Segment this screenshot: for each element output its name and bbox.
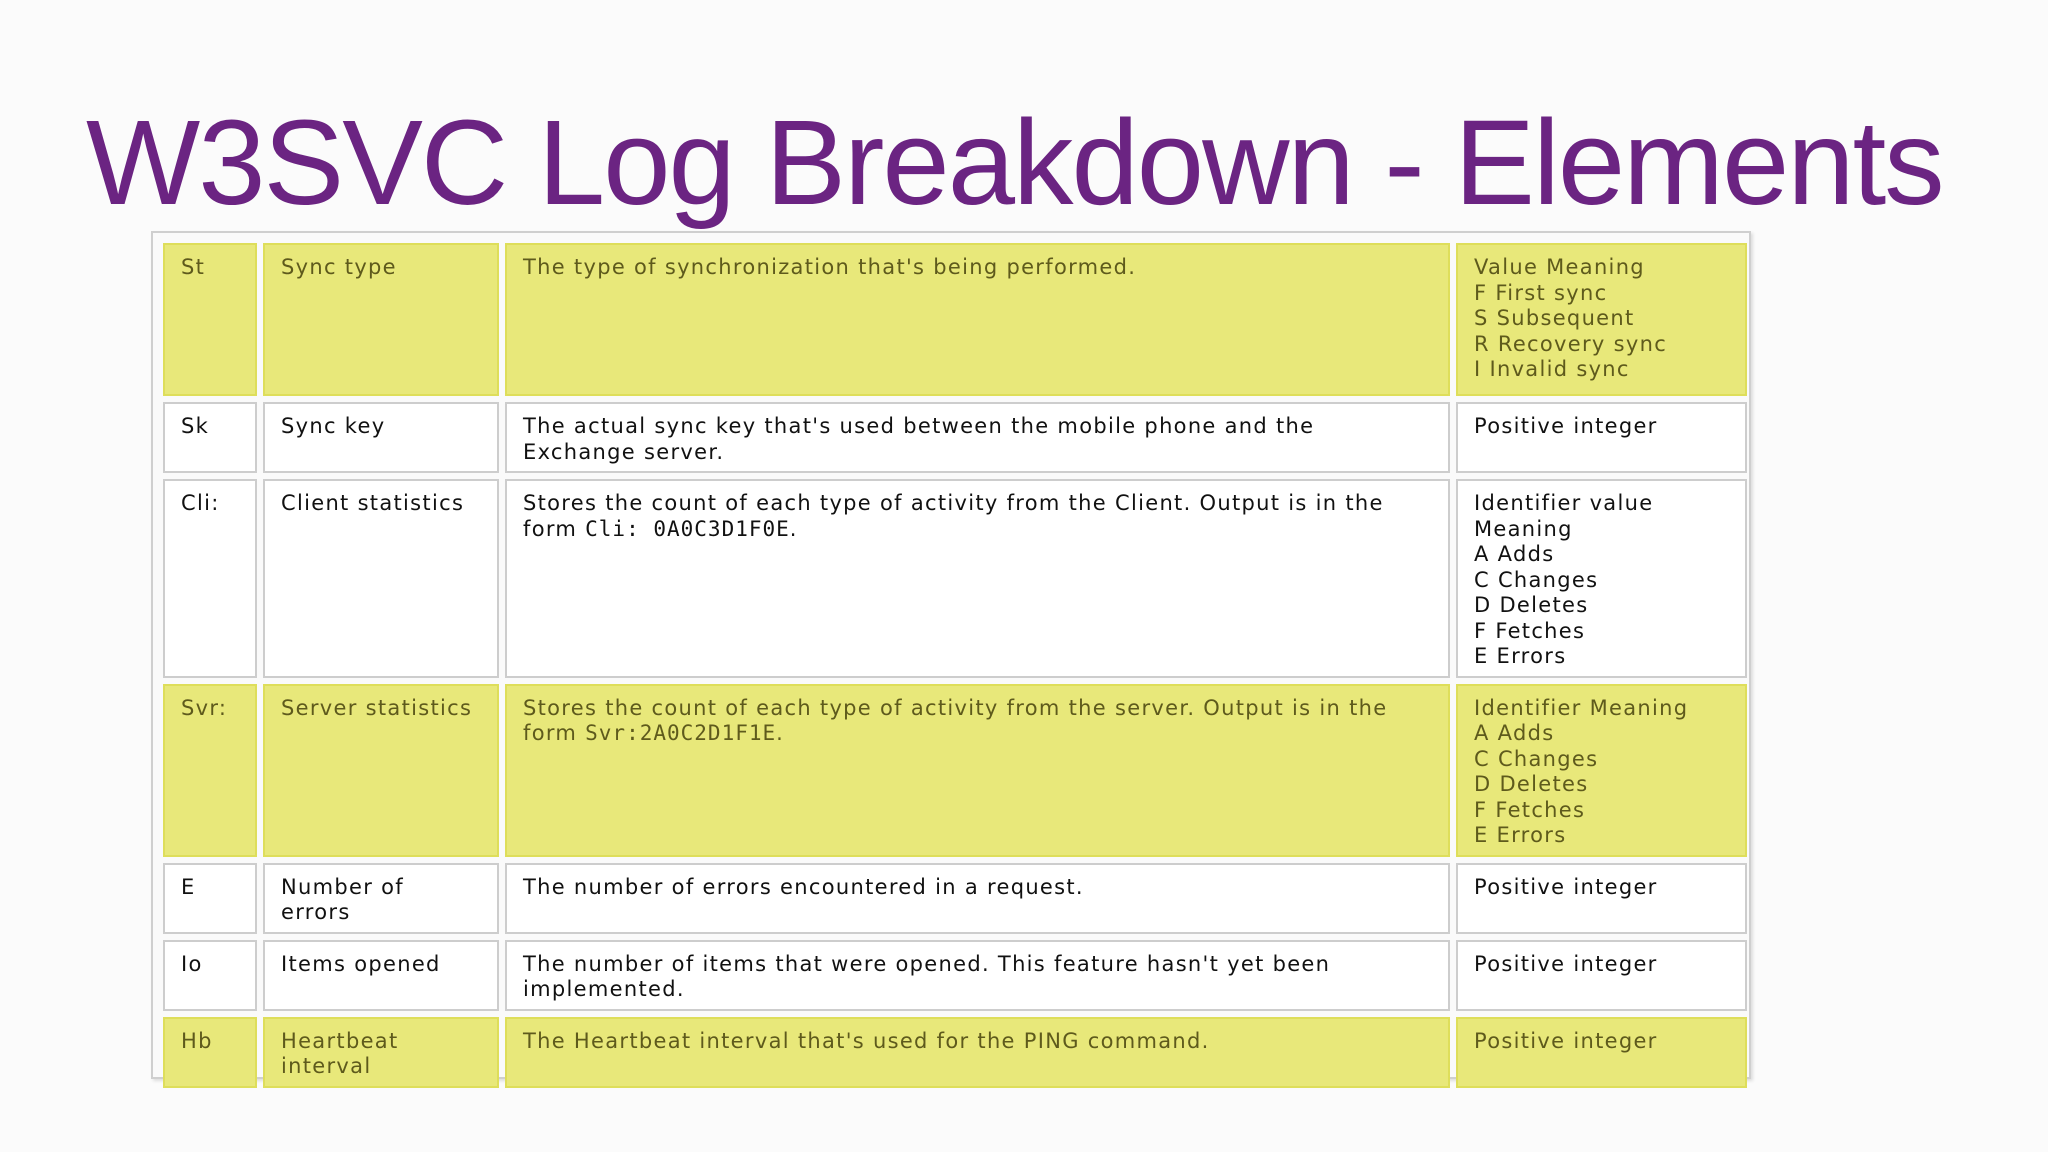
field-name-cell: Items opened bbox=[263, 940, 499, 1011]
field-description-cell bbox=[505, 479, 1450, 678]
field-values-cell bbox=[1456, 684, 1747, 857]
field-description-cell bbox=[505, 684, 1450, 857]
field-code-cell: Hb bbox=[163, 1017, 257, 1088]
field-values-cell bbox=[1456, 402, 1747, 473]
field-code-cell: Cli: bbox=[163, 479, 257, 678]
field-description-cell: The type of synchronization that's being performed. bbox=[505, 243, 1450, 396]
value-line: S Subsequent bbox=[1474, 306, 1635, 330]
elements-table-frame bbox=[151, 231, 1751, 1079]
elements-table bbox=[157, 237, 1753, 1094]
field-code-cell: St bbox=[163, 243, 257, 396]
slide-title: W3SVC Log Breakdown - Elements bbox=[86, 94, 1943, 230]
table-row bbox=[163, 684, 1747, 857]
field-name-cell: Server statistics bbox=[263, 684, 499, 857]
field-values-cell bbox=[1456, 1017, 1747, 1088]
field-description-cell: The number of errors encountered in a request. bbox=[505, 863, 1450, 934]
field-code-cell: E bbox=[163, 863, 257, 934]
field-values-cell bbox=[1456, 243, 1747, 396]
description-suffix: . bbox=[776, 721, 785, 745]
table-row bbox=[163, 402, 1747, 473]
value-line: D Deletes bbox=[1474, 593, 1589, 617]
output-format-code: Svr:2A0C2D1F1E bbox=[585, 721, 777, 745]
field-description-cell: The number of items that were opened. This feature hasn't yet been implemented. bbox=[505, 940, 1450, 1011]
field-values-cell bbox=[1456, 940, 1747, 1011]
table-row bbox=[163, 479, 1747, 678]
value-line: Meaning bbox=[1474, 516, 1573, 541]
value-line: D Deletes bbox=[1474, 772, 1589, 796]
value-line: A Adds bbox=[1474, 721, 1555, 745]
description-suffix: . bbox=[789, 516, 798, 541]
table-row bbox=[163, 940, 1747, 1011]
field-description-cell: The actual sync key that's used between the mobile phone and the Exchange server. bbox=[505, 402, 1450, 473]
value-line: Value Meaning bbox=[1474, 255, 1645, 279]
value-line: Positive integer bbox=[1474, 874, 1658, 899]
value-line: E Errors bbox=[1474, 644, 1567, 668]
value-line: Identifier Meaning bbox=[1474, 695, 1689, 720]
description-text: Stores the count of each type of activity from the server. Output is in the form bbox=[523, 695, 1388, 745]
field-name-cell: Number of errors bbox=[263, 863, 499, 934]
value-line: Positive integer bbox=[1474, 1028, 1658, 1053]
field-name-cell: Sync key bbox=[263, 402, 499, 473]
field-description-cell: The Heartbeat interval that's used for the PING command. bbox=[505, 1017, 1450, 1088]
field-name-cell: Client statistics bbox=[263, 479, 499, 678]
field-values-cell bbox=[1456, 479, 1747, 678]
value-line: I Invalid sync bbox=[1474, 357, 1630, 381]
field-name-cell: Heartbeat interval bbox=[263, 1017, 499, 1088]
value-line: Positive integer bbox=[1474, 414, 1658, 438]
value-line: E Errors bbox=[1474, 823, 1567, 847]
value-line: A Adds bbox=[1474, 542, 1555, 566]
table-row bbox=[163, 863, 1747, 934]
field-code-cell: Sk bbox=[163, 402, 257, 473]
value-line: Identifier value bbox=[1474, 491, 1654, 515]
value-line: F Fetches bbox=[1474, 618, 1586, 643]
table-row bbox=[163, 1017, 1747, 1088]
value-line: R Recovery sync bbox=[1474, 331, 1668, 356]
value-line: F First sync bbox=[1474, 280, 1608, 305]
value-line: C Changes bbox=[1474, 567, 1599, 592]
table-row bbox=[163, 243, 1747, 396]
field-name-cell: Sync type bbox=[263, 243, 499, 396]
field-values-cell bbox=[1456, 863, 1747, 934]
output-format-code: Cli: 0A0C3D1F0E bbox=[585, 516, 790, 541]
field-code-cell: Svr: bbox=[163, 684, 257, 857]
value-line: F Fetches bbox=[1474, 797, 1586, 822]
value-line: C Changes bbox=[1474, 746, 1599, 771]
description-text: Stores the count of each type of activity from the Client. Output is in the form bbox=[523, 491, 1384, 541]
field-code-cell: Io bbox=[163, 940, 257, 1011]
value-line: Positive integer bbox=[1474, 951, 1658, 976]
